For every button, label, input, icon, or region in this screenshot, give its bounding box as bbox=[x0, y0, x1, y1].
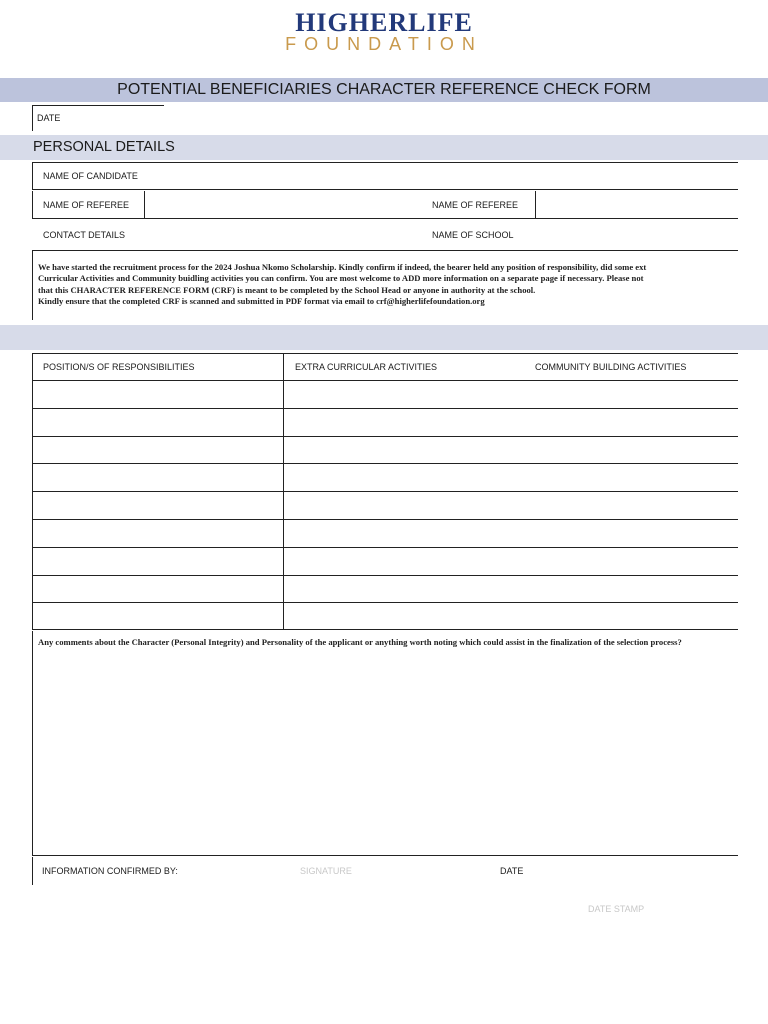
comments-field[interactable] bbox=[36, 665, 736, 851]
logo-wordmark-bottom: FOUNDATION bbox=[285, 34, 483, 54]
instructions-top-border bbox=[32, 250, 738, 251]
comments-prompt: Any comments about the Character (Personal Integrity) and Personality of the applicant or anything worth noting which could assist in the finalization of the selection process? bbox=[38, 637, 682, 647]
table-top-border bbox=[32, 353, 738, 354]
name-of-candidate-field[interactable] bbox=[150, 165, 735, 187]
instructions-line-4: Kindly ensure that the completed CRF is scanned and submitted in PDF format via email to crf@higherlifefoundation.org bbox=[38, 295, 485, 306]
comments-left-border bbox=[32, 631, 33, 855]
date-field[interactable] bbox=[90, 108, 164, 128]
candidate-row-bottom bbox=[32, 189, 738, 190]
footer-date-label: DATE bbox=[500, 866, 524, 876]
referee-left-divider bbox=[144, 191, 145, 219]
date-label: DATE bbox=[37, 113, 61, 123]
referee-row-left bbox=[32, 191, 33, 219]
referee-right-divider bbox=[535, 191, 536, 219]
signature-label: SIGNATURE bbox=[300, 866, 352, 876]
signature-field[interactable] bbox=[300, 860, 480, 884]
name-of-school-label: NAME OF SCHOOL bbox=[432, 230, 514, 240]
comments-bottom-border bbox=[32, 855, 738, 856]
positions-entry-area[interactable] bbox=[34, 382, 282, 627]
footer-date-field[interactable] bbox=[530, 860, 730, 884]
form-title: POTENTIAL BENEFICIARIES CHARACTER REFERENCE CHECK FORM bbox=[117, 81, 651, 98]
name-of-referee-label-left: NAME OF REFEREE bbox=[43, 200, 130, 210]
name-of-referee-field-left[interactable] bbox=[146, 193, 426, 216]
activities-section-bar bbox=[0, 325, 768, 350]
information-confirmed-by-label: INFORMATION CONFIRMED BY: bbox=[42, 866, 178, 876]
logo-wordmark-top: HIGHERLIFE bbox=[295, 8, 473, 37]
header-positions: POSITION/S OF RESPONSIBILITIES bbox=[43, 362, 195, 372]
referee-row-bottom bbox=[32, 218, 738, 219]
name-of-candidate-label: NAME OF CANDIDATE bbox=[43, 171, 138, 181]
header-extra-curricular: EXTRA CURRICULAR ACTIVITIES bbox=[295, 362, 438, 372]
candidate-row-left bbox=[32, 162, 33, 190]
contact-details-field[interactable] bbox=[146, 222, 426, 246]
instructions-line-2: Curricular Activities and Community buidling activities you can confirm. You are most welcome to ADD more information on a separate page if necessary. Please not bbox=[38, 273, 644, 284]
candidate-row-top bbox=[32, 162, 738, 163]
instructions-line-3: that this CHARACTER REFERENCE FORM (CRF) is meant to be completed by the School Head or anyone in authority at the school. bbox=[38, 284, 536, 295]
date-box-left-border bbox=[32, 105, 33, 131]
instructions-left-border bbox=[32, 250, 33, 320]
name-of-referee-field-right[interactable] bbox=[537, 193, 737, 216]
contact-details-label: CONTACT DETAILS bbox=[43, 230, 126, 240]
date-stamp-label: DATE STAMP bbox=[588, 904, 645, 914]
footer-left-border bbox=[32, 857, 33, 885]
name-of-school-field[interactable] bbox=[537, 222, 737, 246]
instructions-text bbox=[38, 262, 768, 307]
instructions-line-1: We have started the recruitment process for the 2024 Joshua Nkomo Scholarship. Kindly confirm if indeed, the bearer held any position of responsibility, did some ext bbox=[38, 262, 647, 272]
personal-details-heading: PERSONAL DETAILS bbox=[33, 139, 175, 155]
table-row-line bbox=[32, 380, 738, 381]
activities-entry-area[interactable] bbox=[285, 382, 737, 627]
name-of-referee-label-right: NAME OF REFEREE bbox=[432, 200, 519, 210]
table-bottom-line bbox=[32, 629, 738, 630]
date-box-top-border bbox=[32, 105, 164, 106]
header-community-building: COMMUNITY BUILDING ACTIVITIES bbox=[535, 362, 687, 372]
